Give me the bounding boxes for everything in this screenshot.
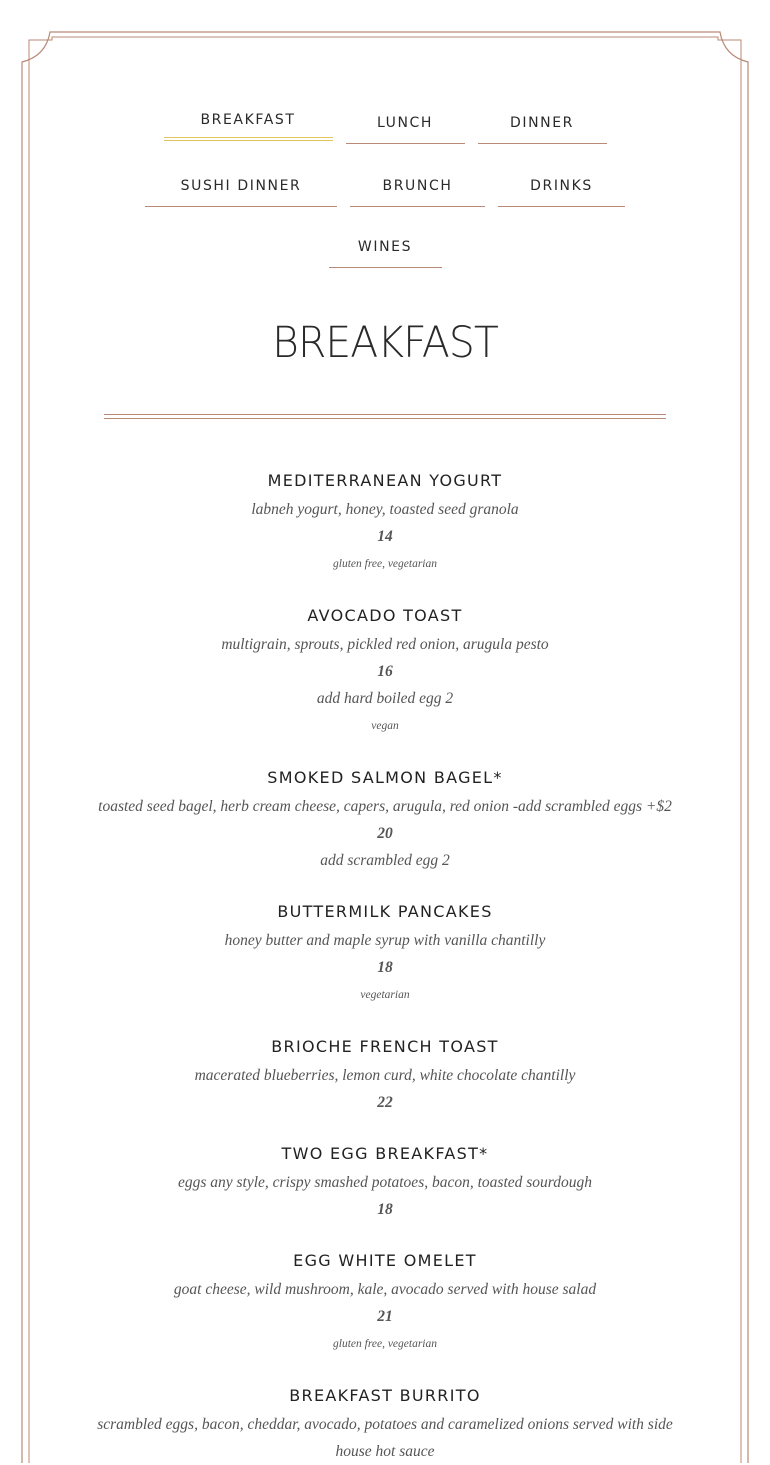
item-price: 22 [377,1094,393,1111]
item-addon: add hard boiled egg 2 [316,690,454,707]
item-description: multigrain, sprouts, pickled red onion, arugula pesto [221,636,549,653]
tab-drinks[interactable]: DRINKS [498,178,625,207]
item-description: macerated blueberries, lemon curd, white chocolate chantilly [194,1067,576,1084]
item-description: honey butter and maple syrup with vanilla chantilly [224,932,546,949]
item-description: toasted seed bagel, herb cream cheese, capers, arugula, red onion -add scrambled eggs +$2 [98,798,672,815]
item-name: BRIOCHE FRENCH TOAST [271,1037,499,1056]
item-price: 18 [377,1201,393,1218]
item-name: TWO EGG BREAKFAST* [281,1144,489,1163]
tab-sushi-dinner[interactable]: SUSHI DINNER [145,178,337,207]
item-dietary-note: gluten free, vegetarian [333,1338,437,1350]
tabs-row-1 [0,112,770,144]
item-description: scrambled eggs, bacon, cheddar, avocado, potatoes and caramelized onions served with side house hot sauce [97,1416,673,1460]
item-price: 21 [377,1308,393,1325]
item-name: EGG WHITE OMELET [293,1251,477,1270]
menu-item [0,470,770,578]
item-name: BUTTERMILK PANCAKES [277,902,493,921]
tabs-row-3 [0,239,770,268]
menu-item [0,767,770,874]
item-name: MEDITERRANEAN YOGURT [267,471,503,490]
item-name: SMOKED SALMON BAGEL* [267,768,503,787]
tab-dinner[interactable]: DINNER [478,115,607,144]
menu-list [0,470,770,1465]
section-title: BREAKFAST [272,318,498,368]
item-name: AVOCADO TOAST [307,606,463,625]
menu-item [0,605,770,740]
tab-brunch[interactable]: BRUNCH [350,178,485,207]
tab-wines[interactable]: WINES [329,239,442,268]
item-price: 16 [377,663,393,680]
item-price: 14 [377,528,393,545]
tab-lunch[interactable]: LUNCH [346,115,465,144]
item-name: BREAKFAST BURRITO [289,1386,481,1405]
menu-item [0,1036,770,1116]
item-description: goat cheese, wild mushroom, kale, avocado served with house salad [173,1281,597,1298]
item-dietary-note: vegan [371,720,399,732]
item-dietary-note: gluten free, vegetarian [333,558,437,570]
item-description: eggs any style, crispy smashed potatoes, bacon, toasted sourdough [177,1174,592,1191]
menu-item [0,901,770,1009]
tabs-row-2 [0,178,770,207]
menu-item [0,1385,770,1465]
menu-item [0,1143,770,1223]
tab-breakfast[interactable]: BREAKFAST [164,112,333,141]
item-price: 18 [377,959,393,976]
item-description: labneh yogurt, honey, toasted seed granola [251,501,519,518]
item-dietary-note: vegetarian [360,989,410,1001]
title-divider [104,414,666,419]
item-price: 20 [377,825,393,842]
item-addon: add scrambled egg 2 [320,852,450,869]
menu-item [0,1250,770,1358]
